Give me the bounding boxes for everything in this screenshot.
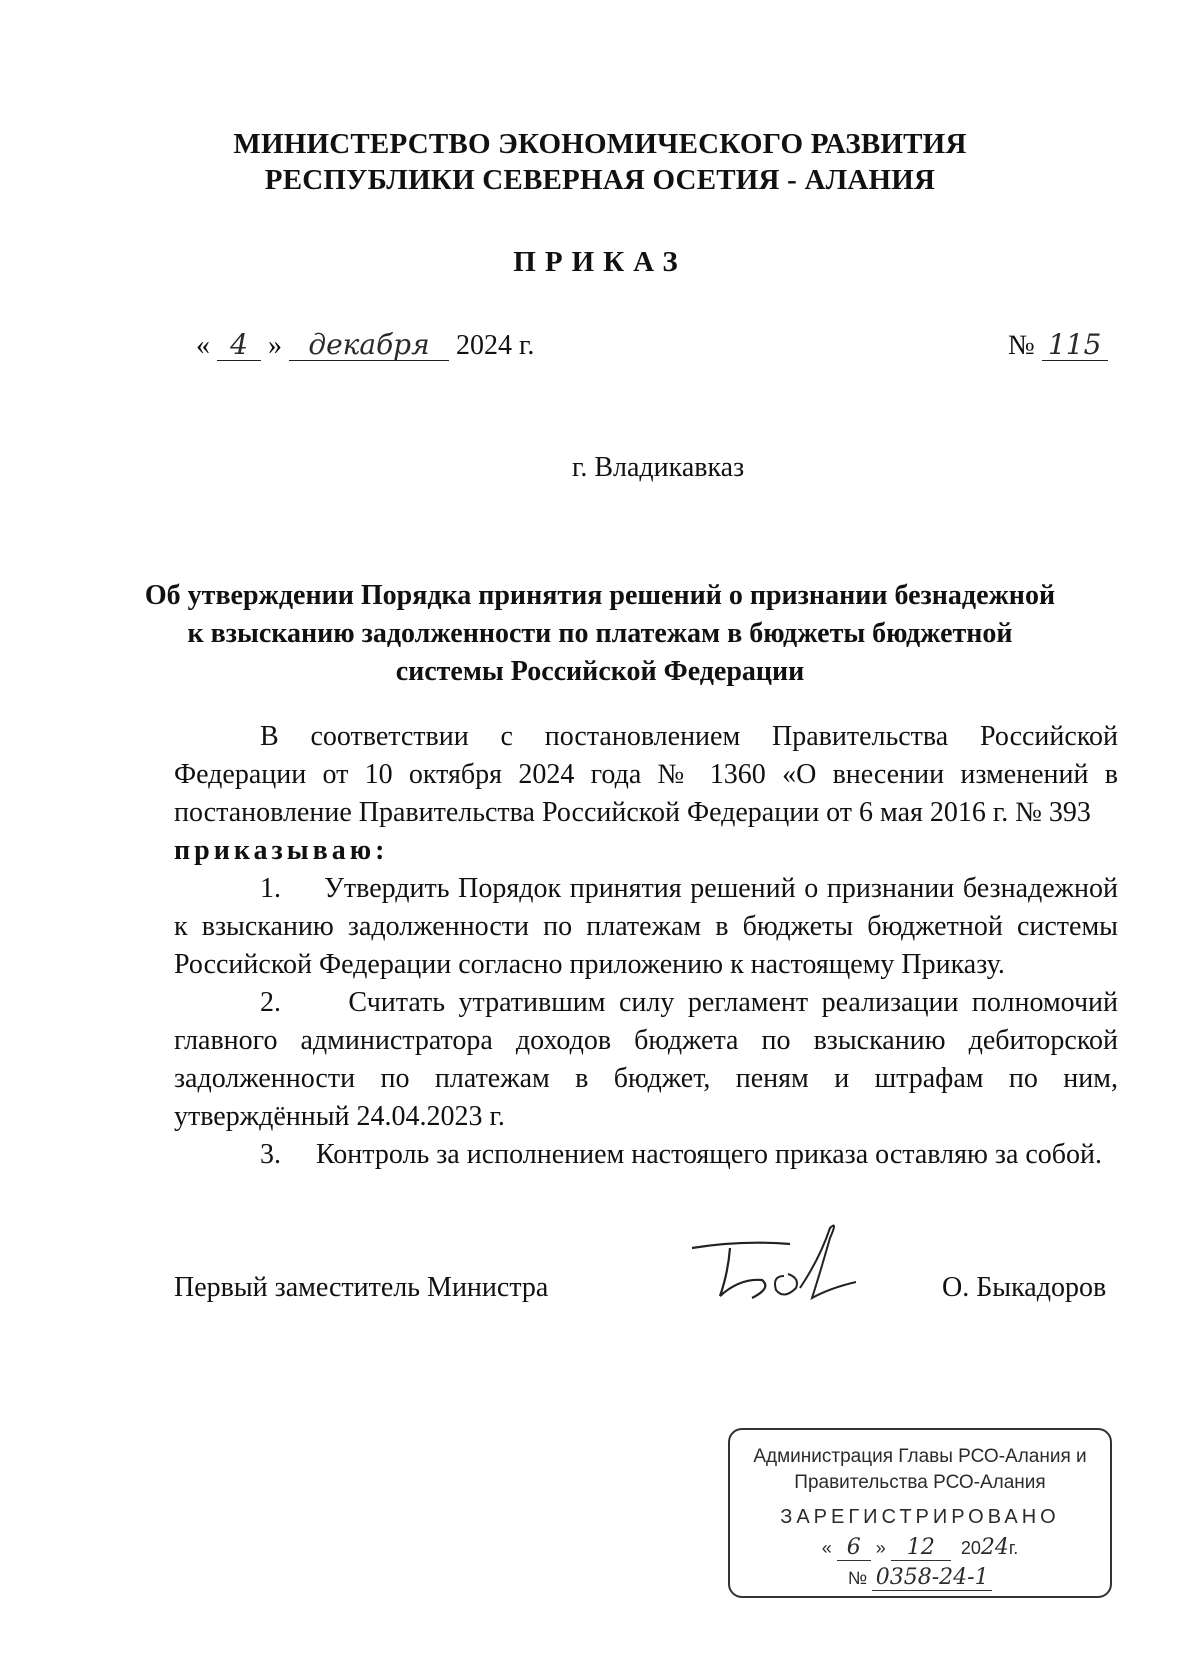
number-label: № [1008, 330, 1035, 361]
ministry-name-line2: РЕСПУБЛИКИ СЕВЕРНАЯ ОСЕТИЯ - АЛАНИЯ [264, 164, 936, 196]
registration-stamp [728, 1428, 1112, 1598]
signatory-position: Первый заместитель Министра [174, 1272, 549, 1303]
stamp-authority-line1: Администрация Главы РСО-Алания и [753, 1446, 1087, 1467]
ministry-name-line1: МИНИСТЕРСТВО ЭКОНОМИЧЕСКОГО РАЗВИТИЯ [233, 128, 967, 160]
item-number: 3. [260, 1139, 281, 1170]
subject-line-2: к взысканию задолженности по платежам в бюджеты бюджетной [187, 618, 1013, 649]
stamp-year-prefix: 20 [960, 1538, 981, 1558]
order-body [174, 718, 1118, 1174]
subject-line-3: системы Российской Федерации [395, 656, 805, 687]
document-type: ПРИКАЗ [513, 246, 687, 278]
stamp-year-unit: г. [1008, 1538, 1019, 1558]
order-number [1008, 330, 1108, 380]
stamp-quote-close: » [875, 1538, 886, 1558]
stamp-quote-open: « [821, 1538, 832, 1558]
stamp-day: 6 [837, 1535, 871, 1561]
list-item [174, 1136, 1118, 1174]
item-number: 2. [260, 987, 281, 1018]
subject-line-1: Об утверждении Порядка принятия решений о признании безнадежной [144, 580, 1056, 611]
date-month: декабря [289, 330, 449, 361]
city: г. Владикавказ [572, 452, 745, 483]
intro-paragraph: В соответствии с постановлением Правительства Российской Федерации от 10 октября 2024 года № 1360 «О внесении изменений в постановление Правительства Российской Федерации от 6 мая 2016 г. № 393 [174, 721, 1118, 828]
number-value: 115 [1042, 330, 1108, 361]
item-number: 1. [260, 873, 281, 904]
date-day: 4 [217, 330, 261, 361]
item-text: Считать утратившим силу регламент реализации полномочий главного администратора доходов бюджета по взысканию дебиторской задолженности по платежам в бюджет, пеням и штрафам по ним, утверждённый 24.04.2023 г. [174, 987, 1118, 1132]
order-date [196, 330, 534, 380]
date-year: 2024 г. [456, 330, 535, 361]
stamp-status: ЗАРЕГИСТРИРОВАНО [780, 1506, 1060, 1528]
stamp-registration [730, 1565, 1110, 1591]
list-item [174, 870, 1118, 984]
stamp-date [730, 1535, 1110, 1561]
stamp-year-suffix: 24 [980, 1535, 1009, 1560]
order-subject [0, 577, 1200, 691]
list-item [174, 984, 1118, 1136]
signatory-name: О. Быкадоров [942, 1272, 1107, 1303]
signature-icon [680, 1218, 880, 1318]
date-quote-open: « [196, 330, 210, 361]
order-word: приказываю: [174, 835, 389, 866]
item-text: Контроль за исполнением настоящего приказа оставляю за собой. [316, 1139, 1103, 1170]
stamp-number: 0358-24-1 [872, 1565, 992, 1591]
stamp-number-label: № [847, 1568, 868, 1588]
date-quote-close: » [268, 330, 282, 361]
stamp-month: 12 [891, 1535, 951, 1561]
stamp-authority-line2: Правительства РСО-Алания [794, 1472, 1046, 1493]
item-text: Утвердить Порядок принятия решений о признании безнадежной к взысканию задолженности по платежам в бюджеты бюджетной системы Российской Федерации согласно приложению к настоящему Приказу. [174, 873, 1118, 980]
